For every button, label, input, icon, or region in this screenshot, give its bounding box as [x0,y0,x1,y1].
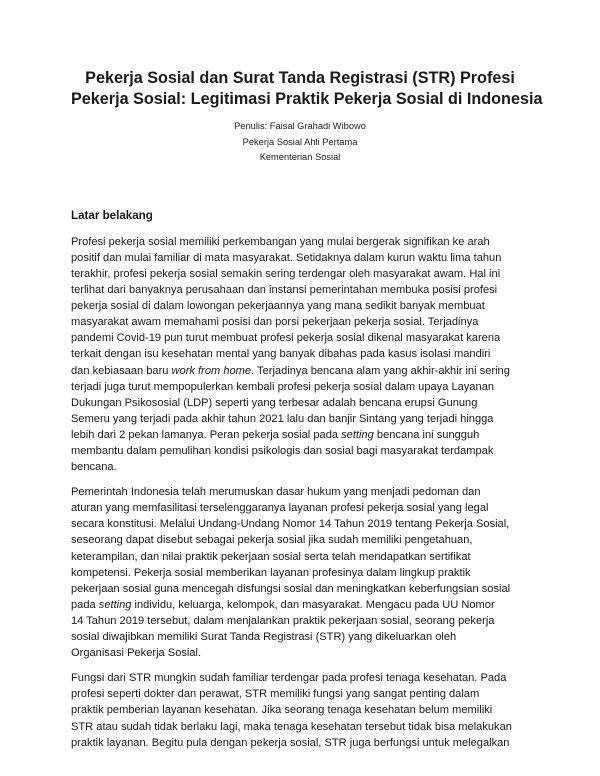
paragraph-line: pandemi Covid-19 pun turut membuat profesi pekerja sosial dikenal masyarakat karena [71,332,501,345]
emphasized-term: setting [341,428,374,441]
paragraph-line: Profesi pekerja sosial memiliki perkembangan yang mulai bergerak signifikan ke arah [71,235,490,248]
paragraph-3 [71,670,529,750]
section-heading: Latar belakang [71,208,153,222]
paragraph-line: pekerjaan sosial guna mencegah disfungsi sosial dan meningkatkan keberfungsian sosial [71,582,511,595]
paragraph-line: masyarakat awam memahami posisi dan porsi pekerjaan pekerja sosial. Terjadinya [71,316,479,329]
paragraph-line: seseorang dapat disebut sebagai pekerja sosial jika sudah memiliki pengetahuan, [71,534,473,547]
paragraph-line: praktik layanan. Begitu pula dengan pekerja sosial, STR juga berfungsi untuk melegalkan [71,736,510,749]
paragraph-line: 14 Tahun 2019 tersebut, dalam menjalankan praktik pekerjaan sosial, seorang pekerja [71,614,495,627]
emphasized-term: setting [98,598,132,611]
paragraph-line: Semeru yang terjadi pada akhir tahun 2021 lalu dan banjir Sintang yang terjadi hingga [71,412,494,425]
paragraph-2 [71,484,529,661]
paragraph-line: Pemerintah Indonesia telah merumuskan dasar hukum yang menjadi pedoman dan [71,486,481,499]
author-role: Pekerja Sosial Ahli Pertama [242,136,358,147]
author-organization: Kementerian Sosial [259,152,341,163]
paragraph-line: terkait dengan isu kesehatan mental yang banyak dibahas pada kasus isolasi mandiri [71,348,491,361]
author-block [71,119,529,166]
paragraph-line: Organisasi Pekerja Sosial. [71,647,202,660]
paragraph-line: lebih dari 2 pekan lamanya. Peran pekerja sosial pada setting bencana ini sungguh [71,428,480,441]
paragraph-line: praktik pemberian layanan kesehatan. Jika seorang tenaga kesehatan belum memiliki [71,704,493,717]
title-line-1: Pekerja Sosial dan Surat Tanda Registrasi (STR) Profesi [85,69,515,87]
author-name: Penulis: Faisal Grahadi Wibowo [234,121,366,131]
paragraph-line: keterampilan, dan nilai praktik pekerjaan sosial serta telah mendapatkan sertifikat [71,550,471,563]
title-line-2: Pekerja Sosial: Legitimasi Praktik Pekerja Sosial di Indonesia [71,90,543,108]
paragraph-line: pada setting individu, keluarga, kelompok, dan masyarakat. Mengacu pada UU Nomor [71,598,495,611]
paragraph-line: dan kebiasaan baru work from home. Terjadinya bencana alam yang akhir-akhir ini sering [71,364,510,377]
paragraph-line: sosial diwajibkan memiliki Surat Tanda Registrasi (STR) yang dikeluarkan oleh [71,631,457,644]
paragraph-line: terjadi juga turut mempopulerkan kembali profesi pekerja sosial dalam upaya Layanan [71,380,495,393]
document-title [71,0,543,110]
paragraph-line: profesi seperti dokter dan perawat, STR memiliki fungsi yang sangat penting dalam [71,688,480,701]
emphasized-term: work from home [171,364,252,377]
paragraph-line: bencana. [71,461,117,474]
paragraph-line: positif dan mulai familiar di mata masyarakat. Setidaknya dalam kurun waktu lima tahun [71,251,502,264]
paragraph-line: membantu dalam pemulihan kondisi psikologis dan sosial bagi masyarakat terdampak [71,445,494,457]
paragraph-line: Dukungan Psikososial (LDP) seperti yang terbesar adalah bencana erupsi Gunung [71,396,478,409]
paragraph-line: terakhir, profesi pekerja sosial semakin sering terdengar oleh masyarakat awam. Hal ini [71,267,501,280]
paragraph-line: pekerja sosial di dalam lowongan pekerjaannya yang mana sedikit banyak membuat [71,300,485,313]
paragraph-line: aturan yang memfasilitasi terselenggaranya layanan profesi pekerja sosial yang legal [71,502,489,515]
paragraph-line: terlihat dari banyaknya perusahaan dan instansi pemerintahan membuka posisi profesi [71,284,498,297]
paragraph-line: Fungsi dari STR mungkin sudah familiar terdengar pada profesi tenaga kesehatan. Pada [71,672,507,685]
paragraph-line: secara konstitusi. Melalui Undang-Undang Nomor 14 Tahun 2019 tentang Pekerja Sosial, [71,518,510,531]
paragraph-line: kompetensi. Pekerja sosial memberikan layanan profesinya dalam lingkup praktik [71,566,471,579]
paragraph-line: STR atau sudah tidak berlaku lagi, maka tenaga kesehatan tersebut tidak bisa melakukan [71,720,512,733]
paragraph-1 [71,234,529,475]
